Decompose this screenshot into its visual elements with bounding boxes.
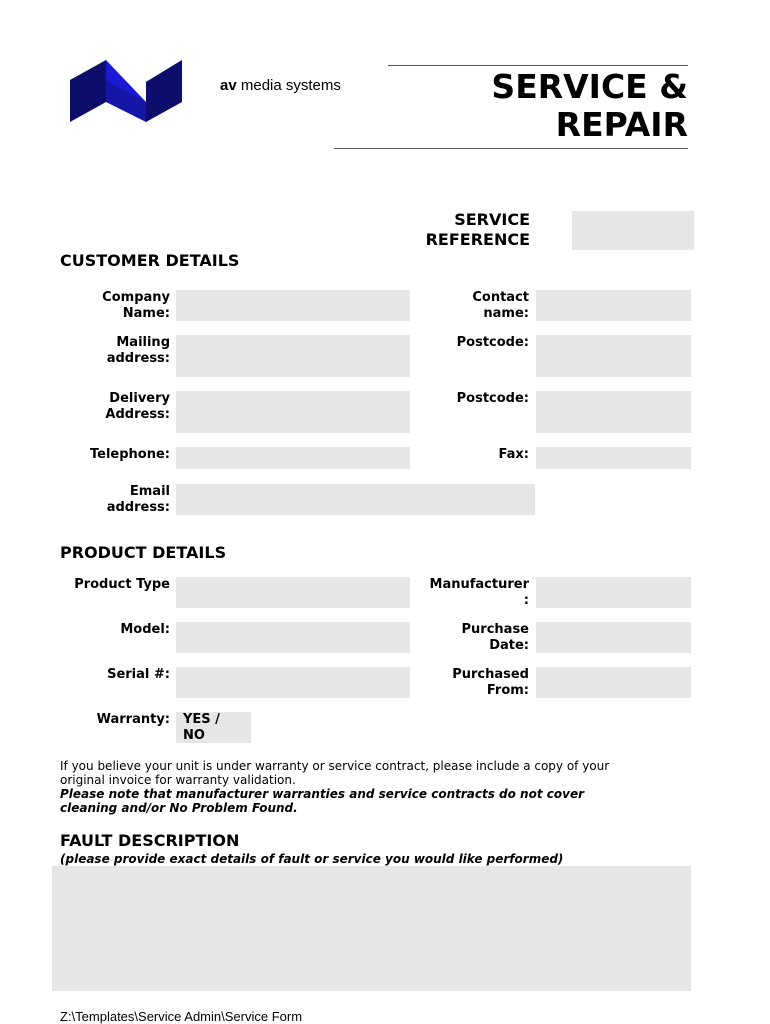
model-label: Model:	[120, 622, 170, 637]
page-title-line2: REPAIR	[555, 105, 688, 144]
fault-description-field[interactable]	[52, 866, 691, 991]
manufacturer-label: Manufacturer :	[429, 577, 529, 608]
brand-name-bold: av	[220, 77, 237, 94]
page-title-line1: SERVICE &	[491, 67, 688, 106]
product-type-field[interactable]	[176, 577, 410, 608]
postcode-field[interactable]	[536, 335, 691, 377]
postcode-label: Postcode:	[456, 335, 529, 350]
footer-file-path: Z:\Templates\Service Admin\Service Form	[60, 1009, 303, 1024]
warranty-disclaimer-line1: Please note that manufacturer warranties and service contracts do not cover	[60, 787, 584, 801]
warranty-field[interactable]: YES / NO	[176, 712, 251, 743]
warranty-note-line2: original invoice for warranty validation.	[60, 773, 296, 787]
service-reference-label: SERVICE REFERENCE	[425, 210, 530, 249]
purchase-date-label: Purchase Date:	[461, 622, 529, 653]
fax-label: Fax:	[498, 447, 529, 462]
contact-name-label: Contact name:	[472, 290, 529, 321]
warranty-label: Warranty:	[96, 712, 170, 727]
title-rule-bottom	[334, 148, 688, 149]
telephone-label: Telephone:	[90, 447, 170, 462]
warranty-disclaimer-line2: cleaning and/or No Problem Found.	[60, 801, 298, 815]
service-reference-field[interactable]	[572, 211, 694, 250]
title-rule-top	[388, 65, 688, 66]
purchased-from-field[interactable]	[536, 667, 691, 698]
brand-name	[220, 77, 341, 94]
product-details-heading: PRODUCT DETAILS	[60, 543, 227, 562]
company-name-field[interactable]	[176, 290, 410, 321]
product-type-label: Product Type	[74, 577, 170, 592]
contact-name-field[interactable]	[536, 290, 691, 321]
model-field[interactable]	[176, 622, 410, 653]
email-address-field[interactable]	[176, 484, 535, 515]
purchase-date-field[interactable]	[536, 622, 691, 653]
page-title	[400, 68, 688, 144]
serial-number-label: Serial #:	[107, 667, 170, 682]
warranty-note-line1: If you believe your unit is under warranty or service contract, please include a copy of your	[60, 759, 610, 773]
company-logo	[68, 58, 186, 124]
delivery-address-label: Delivery Address:	[105, 391, 170, 422]
delivery-address-field[interactable]	[176, 391, 410, 433]
company-name-label: Company Name:	[102, 290, 170, 321]
delivery-postcode-field[interactable]	[536, 391, 691, 433]
customer-details-heading: CUSTOMER DETAILS	[60, 251, 240, 270]
fax-field[interactable]	[536, 447, 691, 469]
manufacturer-field[interactable]	[536, 577, 691, 608]
serial-number-field[interactable]	[176, 667, 410, 698]
purchased-from-label: Purchased From:	[452, 667, 529, 698]
telephone-field[interactable]	[176, 447, 410, 469]
mailing-address-field[interactable]	[176, 335, 410, 377]
brand-name-rest: media systems	[236, 77, 341, 94]
fault-description-heading: FAULT DESCRIPTION	[60, 831, 240, 850]
fault-description-subheading: (please provide exact details of fault or service you would like performed)	[60, 852, 564, 866]
mailing-address-label: Mailing address:	[106, 335, 170, 366]
delivery-postcode-label: Postcode:	[456, 391, 529, 406]
email-address-label: Email address:	[106, 484, 170, 515]
